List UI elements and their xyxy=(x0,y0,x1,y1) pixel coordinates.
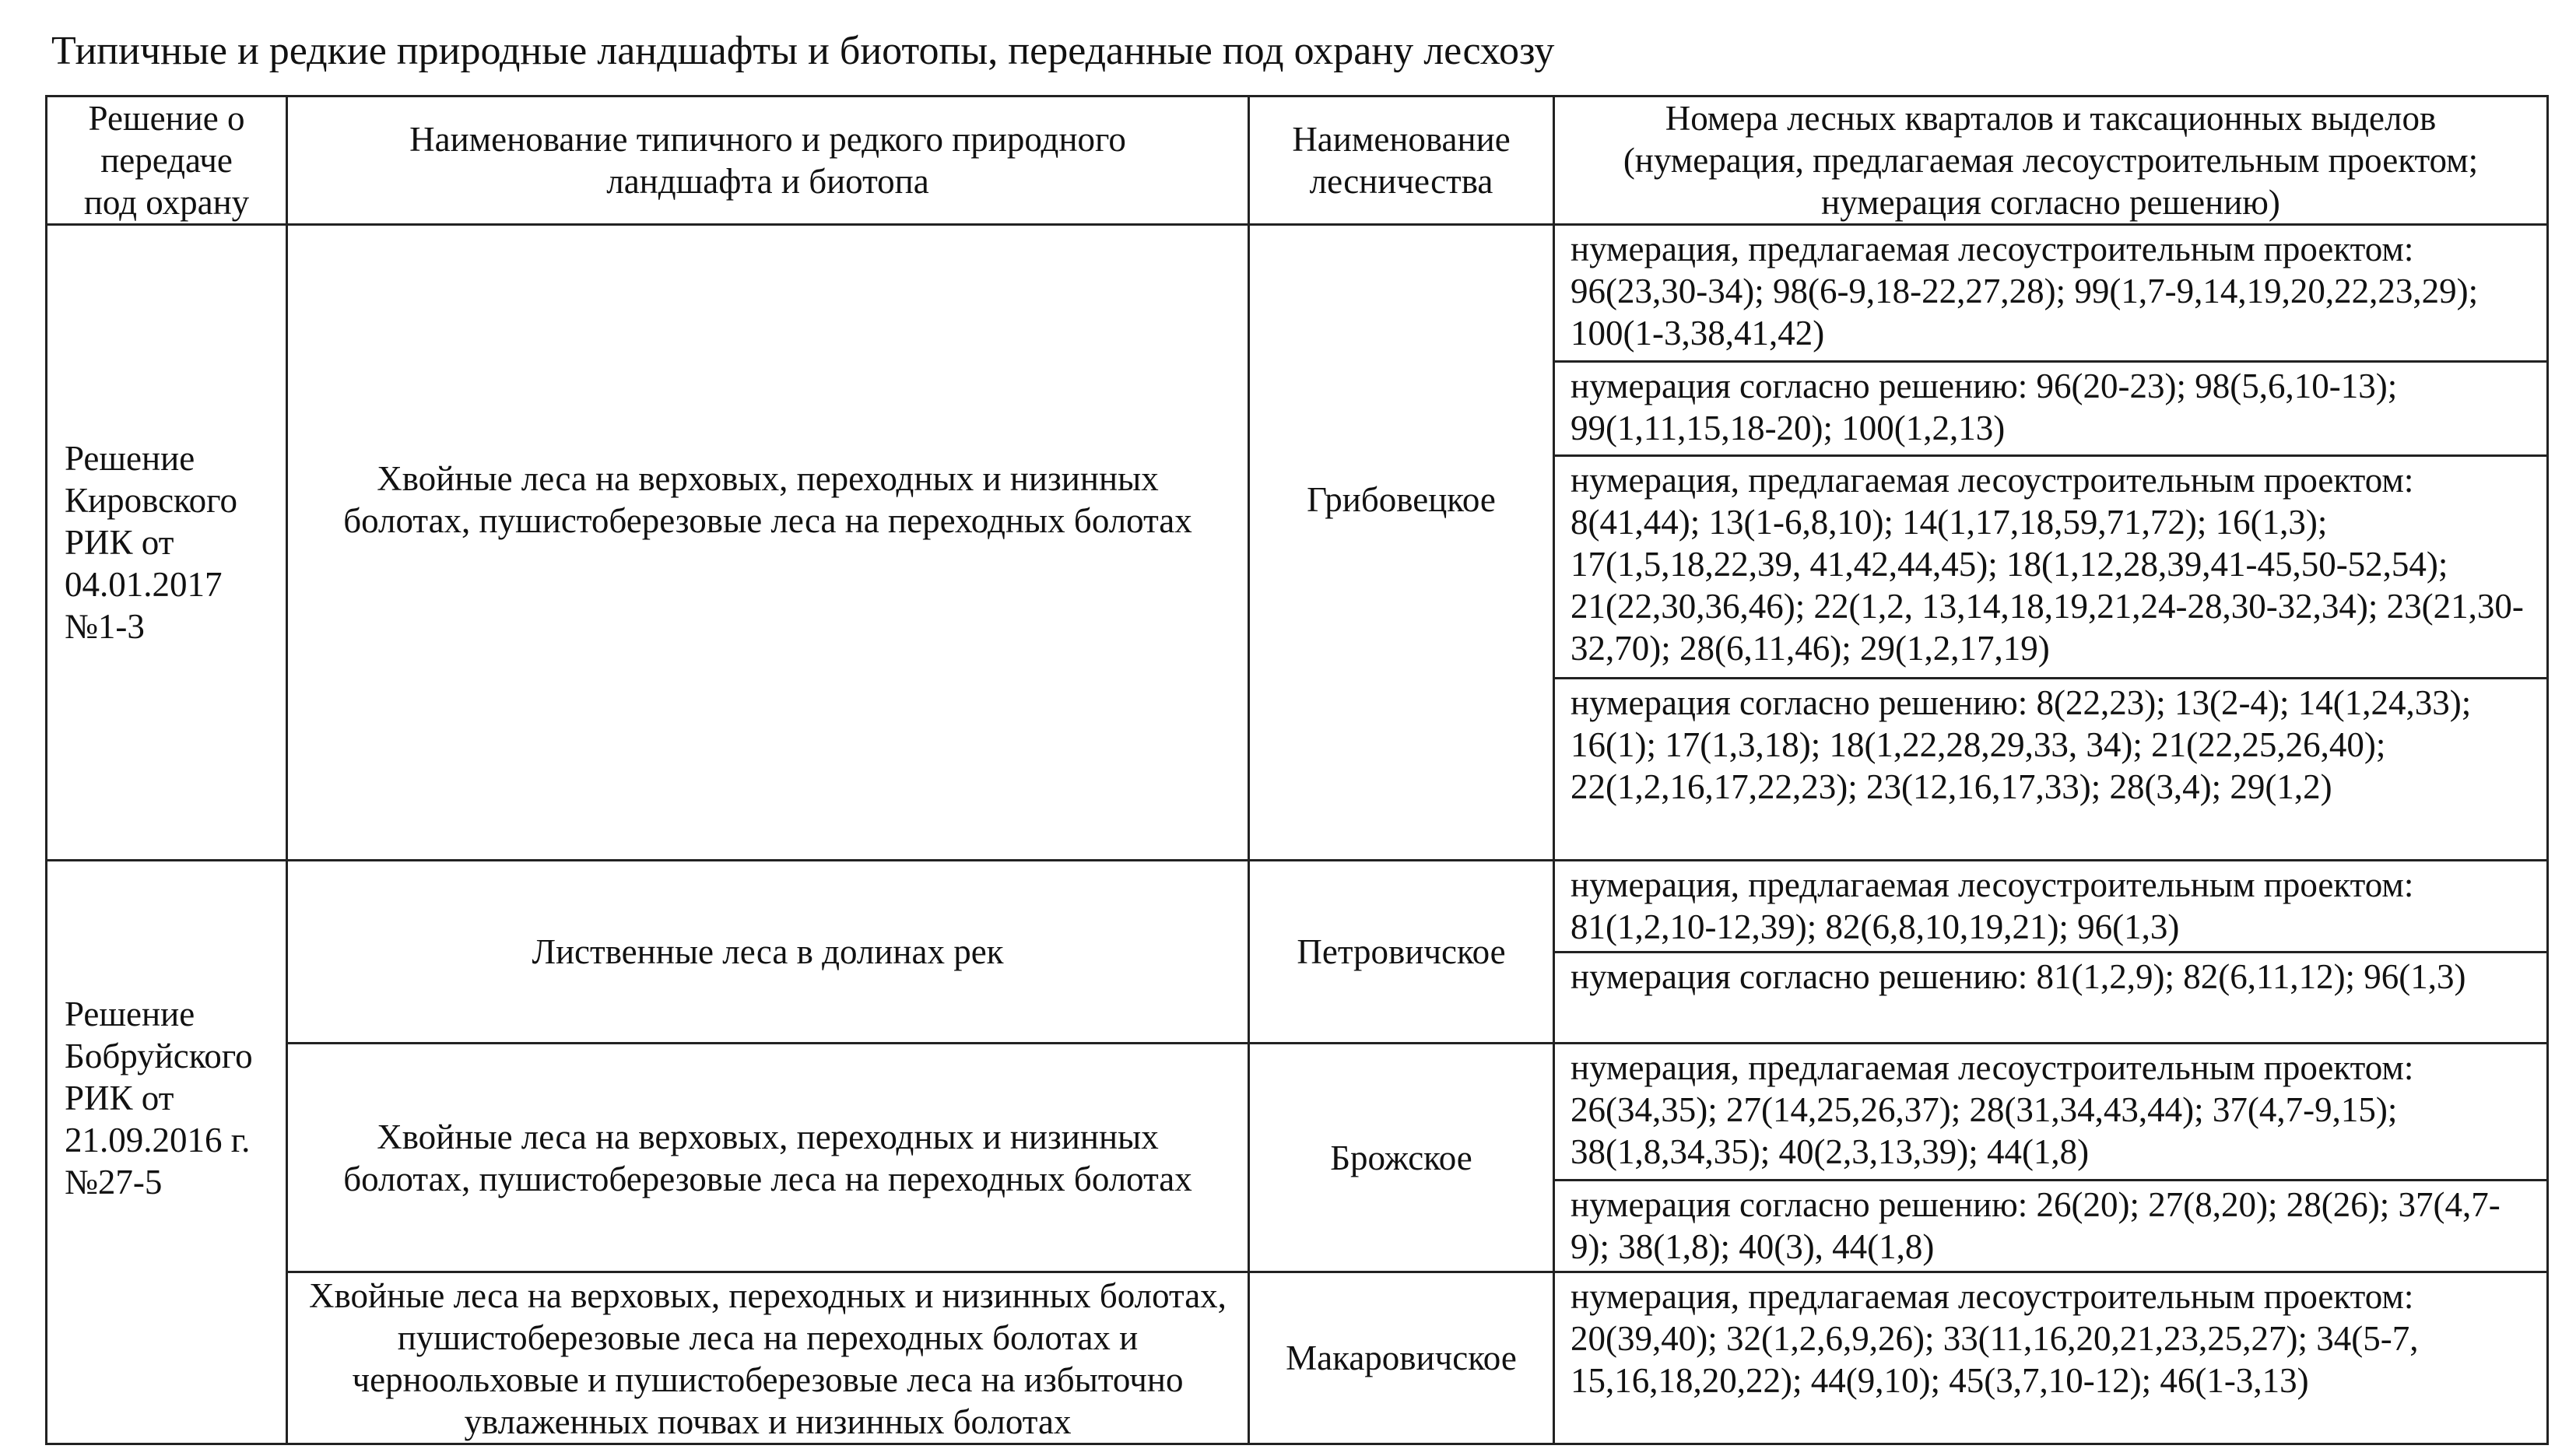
numbers-cell: нумерация, предлагаемая лесоустроительным проектом: 81(1,2,10-12,39); 82(6,8,10,19,21); 96(1,3) xyxy=(1554,861,2548,953)
table-row xyxy=(47,861,2548,953)
numbers-cell: нумерация согласно решению: 8(22,23); 13(2-4); 14(1,24,33); 16(1); 17(1,3,18); 18(1,22,28,29,33, 34); 21(22,25,26,40); 22(1,2,16,17,22,23); 23(12,16,17,33); 28(3,4); 29(1,2) xyxy=(1554,679,2548,861)
header-decision: Решение о передаче под охрану xyxy=(47,96,287,225)
header-numbers: Номера лесных кварталов и таксационных выделов (нумерация, предлагаемая лесоустроительным проектом; нумерация согласно решению) xyxy=(1554,96,2548,225)
forestry-cell: Макаровичское xyxy=(1249,1272,1554,1444)
numbers-cell: нумерация согласно решению: 26(20); 27(8,20); 28(26); 37(4,7-9); 38(1,8); 40(3), 44(1,8) xyxy=(1554,1181,2548,1272)
page-title: Типичные и редкие природные ландшафты и биотопы, переданные под охрану лесхозу xyxy=(51,29,1555,73)
forestry-cell: Брожское xyxy=(1249,1044,1554,1272)
decision-cell: Решение Бобруйского РИК от 21.09.2016 г. №27-5 xyxy=(47,861,287,1444)
landscape-name-cell: Лиственные леса в долинах рек xyxy=(287,861,1249,1044)
numbers-cell: нумерация согласно решению: 96(20-23); 98(5,6,10-13); 99(1,11,15,18-20); 100(1,2,13) xyxy=(1554,362,2548,456)
landscape-name-cell: Хвойные леса на верховых, переходных и низинных болотах, пушистоберезовые леса на переходных болотах и черноольховые и пушистоберезовые леса на избыточно увлаженных почвах и низинных болотах xyxy=(287,1272,1249,1444)
numbers-cell: нумерация, предлагаемая лесоустроительным проектом: 20(39,40); 32(1,2,6,9,26); 33(11,16,20,21,23,25,27); 34(5-7, 15,16,18,20,22); 44(9,10); 45(3,7,10-12); 46(1-3,13) xyxy=(1554,1272,2548,1444)
numbers-cell: нумерация согласно решению: 81(1,2,9); 82(6,11,12); 96(1,3) xyxy=(1554,953,2548,1044)
table-row xyxy=(47,1272,2548,1444)
table-header-row xyxy=(47,96,2548,225)
forestry-cell: Петровичское xyxy=(1249,861,1554,1044)
header-landscape-name: Наименование типичного и редкого природного ландшафта и биотопа xyxy=(287,96,1249,225)
decision-cell: Решение Кировского РИК от 04.01.2017 №1-3 xyxy=(47,225,287,861)
protected-areas-table xyxy=(45,95,2549,1445)
landscape-name-cell: Хвойные леса на верховых, переходных и низинных болотах, пушистоберезовые леса на переходных болотах xyxy=(287,225,1249,861)
numbers-cell: нумерация, предлагаемая лесоустроительным проектом: 96(23,30-34); 98(6-9,18-22,27,28); 99(1,7-9,14,19,20,22,23,29); 100(1-3,38,41,42) xyxy=(1554,225,2548,362)
numbers-cell: нумерация, предлагаемая лесоустроительным проектом: 8(41,44); 13(1-6,8,10); 14(1,17,18,59,71,72); 16(1,3); 17(1,5,18,22,39, 41,42,44,45); 18(1,12,28,39,41-45,50-52,54); 21(22,30,36,46); 22(1,2, 13,14,18,19,21,24-28,30-32,34); 23(21,30-32,70); 28(6,11,46); 29(1,2,17,19) xyxy=(1554,456,2548,679)
table-row xyxy=(47,1044,2548,1181)
header-forestry: Наименование лесничества xyxy=(1249,96,1554,225)
forestry-cell: Грибовецкое xyxy=(1249,225,1554,861)
table-row xyxy=(47,225,2548,362)
numbers-cell: нумерация, предлагаемая лесоустроительным проектом: 26(34,35); 27(14,25,26,37); 28(31,34,43,44); 37(4,7-9,15); 38(1,8,34,35); 40(2,3,13,39); 44(1,8) xyxy=(1554,1044,2548,1181)
landscape-name-cell: Хвойные леса на верховых, переходных и низинных болотах, пушистоберезовые леса на переходных болотах xyxy=(287,1044,1249,1272)
